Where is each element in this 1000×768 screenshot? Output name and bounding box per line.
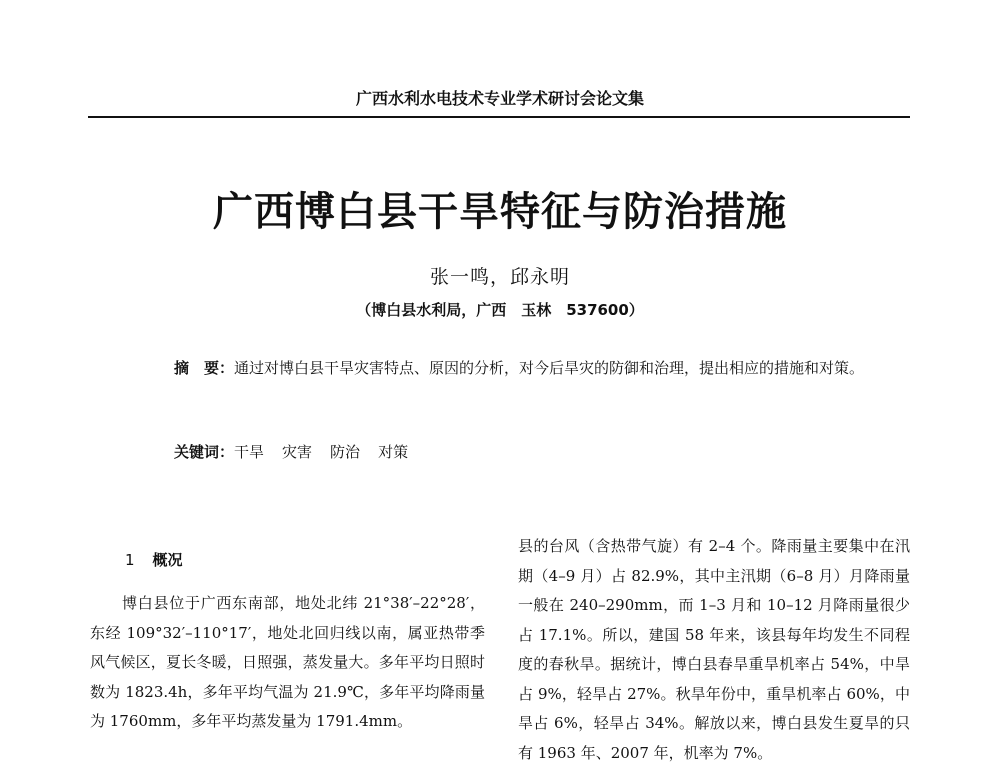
keywords-label: 关键词： bbox=[174, 443, 235, 461]
article-authors: 张一鸣，邱永明 bbox=[429, 266, 570, 288]
abstract-label: 摘 要： bbox=[174, 359, 235, 377]
section-heading bbox=[125, 549, 183, 570]
abstract-text: 通过对博白县干旱灾害特点、原因的分析，对今后旱灾的防御和治理，提出相应的措施和对策。 bbox=[234, 359, 865, 377]
keyword-item: 防治 bbox=[330, 443, 361, 461]
body-paragraph-right: 县的台风（含热带气旋）有 2–4 个。降雨量主要集中在汛期（4–9 月）占 82.9%，其中主汛期（6–8 月）月降雨量一般在 240–290mm，而 1–3 月和 10–12 月降雨量很少占 17.1%。所以，建国 58 年来，该县每年均发生不同程度的春秋旱。据统计，博白县春旱重旱机率占 54%，中旱占 9%，轻旱占 27%。秋旱年份中，重旱机率占 60%，中旱占 6%，轻旱占 34%。解放以来，博白县发生夏旱的只有 1963 年、2007 年，机率为 7%。 bbox=[518, 537, 910, 762]
keyword-item: 对策 bbox=[378, 443, 409, 461]
keyword-item: 干旱 bbox=[234, 443, 265, 461]
keywords bbox=[174, 440, 874, 464]
header-divider bbox=[88, 116, 910, 118]
body-paragraph-left: 博白县位于广西东南部，地处北纬 21°38′–22°28′，东经 109°32′–110°17′，地处北回归线以南，属亚热带季风气候区，夏长冬暖，日照强，蒸发量大。多年平均日照时数为 1823.4h，多年平均气温为 21.9℃，多年平均降雨量为 1760mm，多年平均蒸发量为 1791.4mm。 bbox=[90, 594, 485, 730]
section-title: 概况 bbox=[152, 551, 183, 569]
article-title: 广西博白县干旱特征与防治措施 bbox=[213, 188, 787, 235]
journal-header: 广西水利水电技术专业学术研讨会论文集 bbox=[355, 89, 644, 108]
section-number: 1 bbox=[125, 551, 135, 569]
abstract bbox=[140, 351, 880, 385]
author-affiliation: （博白县水利局，广西 玉林 537600） bbox=[356, 301, 644, 319]
keyword-item: 灾害 bbox=[282, 443, 313, 461]
